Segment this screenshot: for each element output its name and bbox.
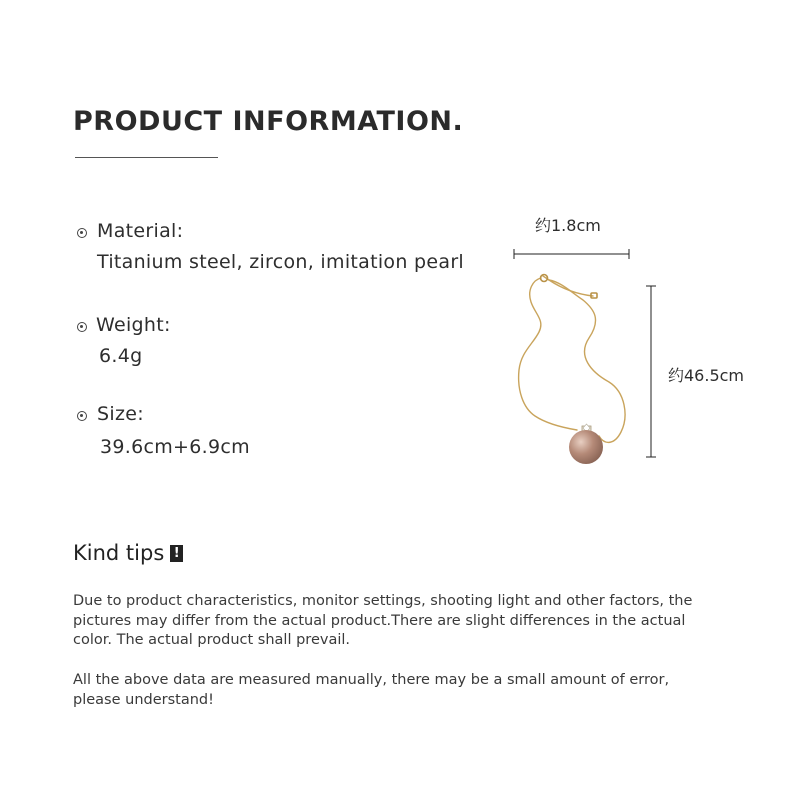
page-title: PRODUCT INFORMATION.: [73, 106, 464, 137]
measurement-note: All the above data are measured manually, there may be a small amount of error, please understand!: [73, 672, 670, 708]
disclaimer-paragraph: Due to product characteristics, monitor settings, shooting light and other factors, the pictures may differ from the actual product.There are slight differences in the actual color. The actual product shall prevail.: [73, 593, 693, 648]
bullet-icon: [77, 228, 87, 238]
title-underline: [75, 157, 218, 158]
necklace-chain: [519, 276, 625, 442]
necklace-product-image: [505, 240, 665, 470]
length-dimension-label: 约46.5cm: [668, 366, 745, 385]
material-label: Material:: [97, 220, 184, 242]
exclamation-icon: !: [170, 545, 183, 562]
size-label: Size:: [97, 403, 144, 425]
bullet-icon: [77, 411, 87, 421]
size-value: 39.6cm+6.9cm: [100, 436, 250, 458]
kind-tips-heading: [73, 541, 183, 565]
kind-tips-title: Kind tips: [73, 541, 165, 565]
weight-label: Weight:: [96, 314, 171, 336]
length-dimension-line: [646, 286, 656, 457]
width-dimension-line: [514, 249, 629, 259]
weight-value: 6.4g: [99, 345, 143, 367]
clasp: [541, 275, 598, 299]
material-value: Titanium steel, zircon, imitation pearl: [97, 251, 465, 273]
width-dimension-label: 约1.8cm: [535, 216, 601, 235]
bullet-icon: [77, 322, 87, 332]
pearl: [569, 430, 603, 464]
